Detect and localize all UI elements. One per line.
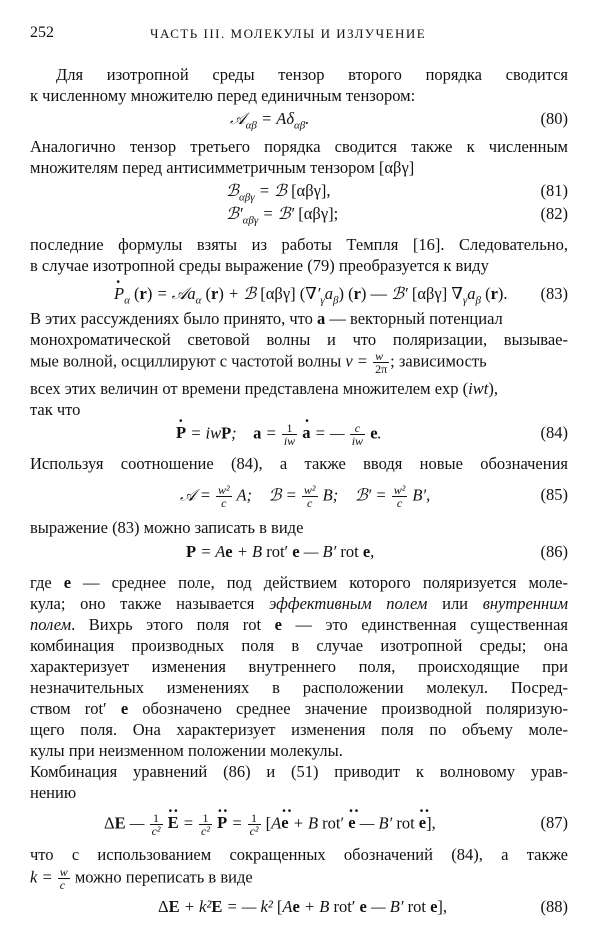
equation-number: (88) <box>540 897 568 916</box>
equation-number: (85) <box>540 485 568 504</box>
text-line: полем. Вихрь этого поля rot e — это единственная существенная <box>30 615 569 634</box>
text-line: последние формулы взяты из работы Темпля [16]. Следовательно, <box>30 235 568 254</box>
text-line: к численному множителю перед единичным тензором: <box>30 86 416 105</box>
text-line: монохроматической световой волны и что поляризации, вызывае- <box>30 330 568 349</box>
page-header <box>30 24 568 44</box>
text-line: кула; оно также называется эффективным полем или внутренним <box>30 594 569 613</box>
text-line: Комбинация уравнений (86) и (51) приводит к волновому урав- <box>30 762 568 781</box>
equation-number: (84) <box>540 423 568 442</box>
text-line: незначительных изменениях в расположении молекул. Посред- <box>30 678 568 697</box>
text-line: Для изотропной среды тензор второго порядка сводится <box>56 65 568 84</box>
equation-body: · $P_\alpha$ (r) = 𝒜a$_\alpha$ (r) + ℬ [αβγ] $(\nabla'_\gamma a_\beta)$ (r) — ℬ′ [αβγ] $\nabla_\gamma a_\beta$ (r). <box>114 283 508 311</box>
equation-body: ℬ$_{\alpha\beta\gamma}$ = ℬ [αβγ], <box>226 181 331 204</box>
text-line: где e — среднее поле, под действием которого поляризуется моле- <box>30 573 568 592</box>
equation-number: (86) <box>540 542 568 561</box>
text-line: множителям перед антисимметричным тензором [αβγ] <box>30 158 415 177</box>
text-line: щего поля. Она характеризует изменения поля по объему моле- <box>30 720 568 739</box>
text-line: в случае изотропной среды выражение (79) преобразуется к виду <box>30 256 489 275</box>
equation-body: · P = iwP; a = $\frac{1}{iw}$ · a = — $\frac{c}{iw}$ e. <box>176 422 382 447</box>
text-line: k = $\frac{w}{c}$ можно переписать в виде <box>30 865 253 892</box>
text-line: так что <box>30 400 81 419</box>
equation-body: $ℬ'_{\alpha\beta\gamma}$ = ℬ′ [αβγ]; <box>226 204 339 227</box>
text-line: нению <box>30 783 77 802</box>
equation-number: (82) <box>540 204 568 223</box>
text-line: характеризует изменения внутреннего поля, происходящие при <box>30 657 568 676</box>
text-line: Используя соотношение (84), а также вводя новые обозначения <box>30 454 568 473</box>
equation-body: 𝒜$_{\alpha\beta}$ = $A\delta_{\alpha\beta}$. <box>230 109 310 132</box>
text-line: мые волной, осциллируют с частотой волны ν = $\frac{w}{2\pi}$ ; зависимость <box>30 349 487 376</box>
text-line: кулы при неизменном положении молекулы. <box>30 741 343 760</box>
equation-body: P = Ae + B rot′ e — B′ rot e, <box>186 542 375 561</box>
page-number: 252 <box>30 24 54 41</box>
equation-number: (81) <box>540 181 568 200</box>
equation-body: 𝒜 = $\frac{\text{w²}}{c}$ A; ℬ = $\frac{\text{w²}}{c}$ B; ℬ′ = $\frac{\text{w²}}{c}$ B′, <box>180 483 431 510</box>
equation-number: (87) <box>540 813 568 832</box>
running-head: ЧАСТЬ III. МОЛЕКУЛЫ И ИЗЛУЧЕНИЕ <box>150 26 427 41</box>
equation-number: (80) <box>540 109 568 128</box>
text-line: ством rot′ e обозначено среднее значение производной поляризую- <box>30 699 569 718</box>
equation-body: ΔE — $\frac{1}{\text{c²}}$ ·· E = $\frac{1}{\text{c²}}$ ·· P = $\frac{1}{\text{c²}}$ [A·· e + B rot′ ·· e — B′ rot ·· e], <box>104 812 436 837</box>
equation-number: (83) <box>540 284 568 303</box>
equation-body: ΔE + k²E = — k² [Ae + B rot′ e — B′ rot e], <box>158 897 448 916</box>
text-line: комбинация производных поля в случае изотропной среды; она <box>30 636 568 655</box>
text-line: что с использованием сокращенных обозначений (84), а также <box>30 845 568 864</box>
text-line: выражение (83) можно записать в виде <box>30 518 304 537</box>
text-line: всех этих величин от времени представлена множителем exp (iwt), <box>30 379 498 398</box>
text-line: В этих рассуждениях было принято, что a — векторный потенциал <box>30 309 503 328</box>
text-line: Аналогично тензор третьего порядка сводится также к численным <box>30 137 568 156</box>
